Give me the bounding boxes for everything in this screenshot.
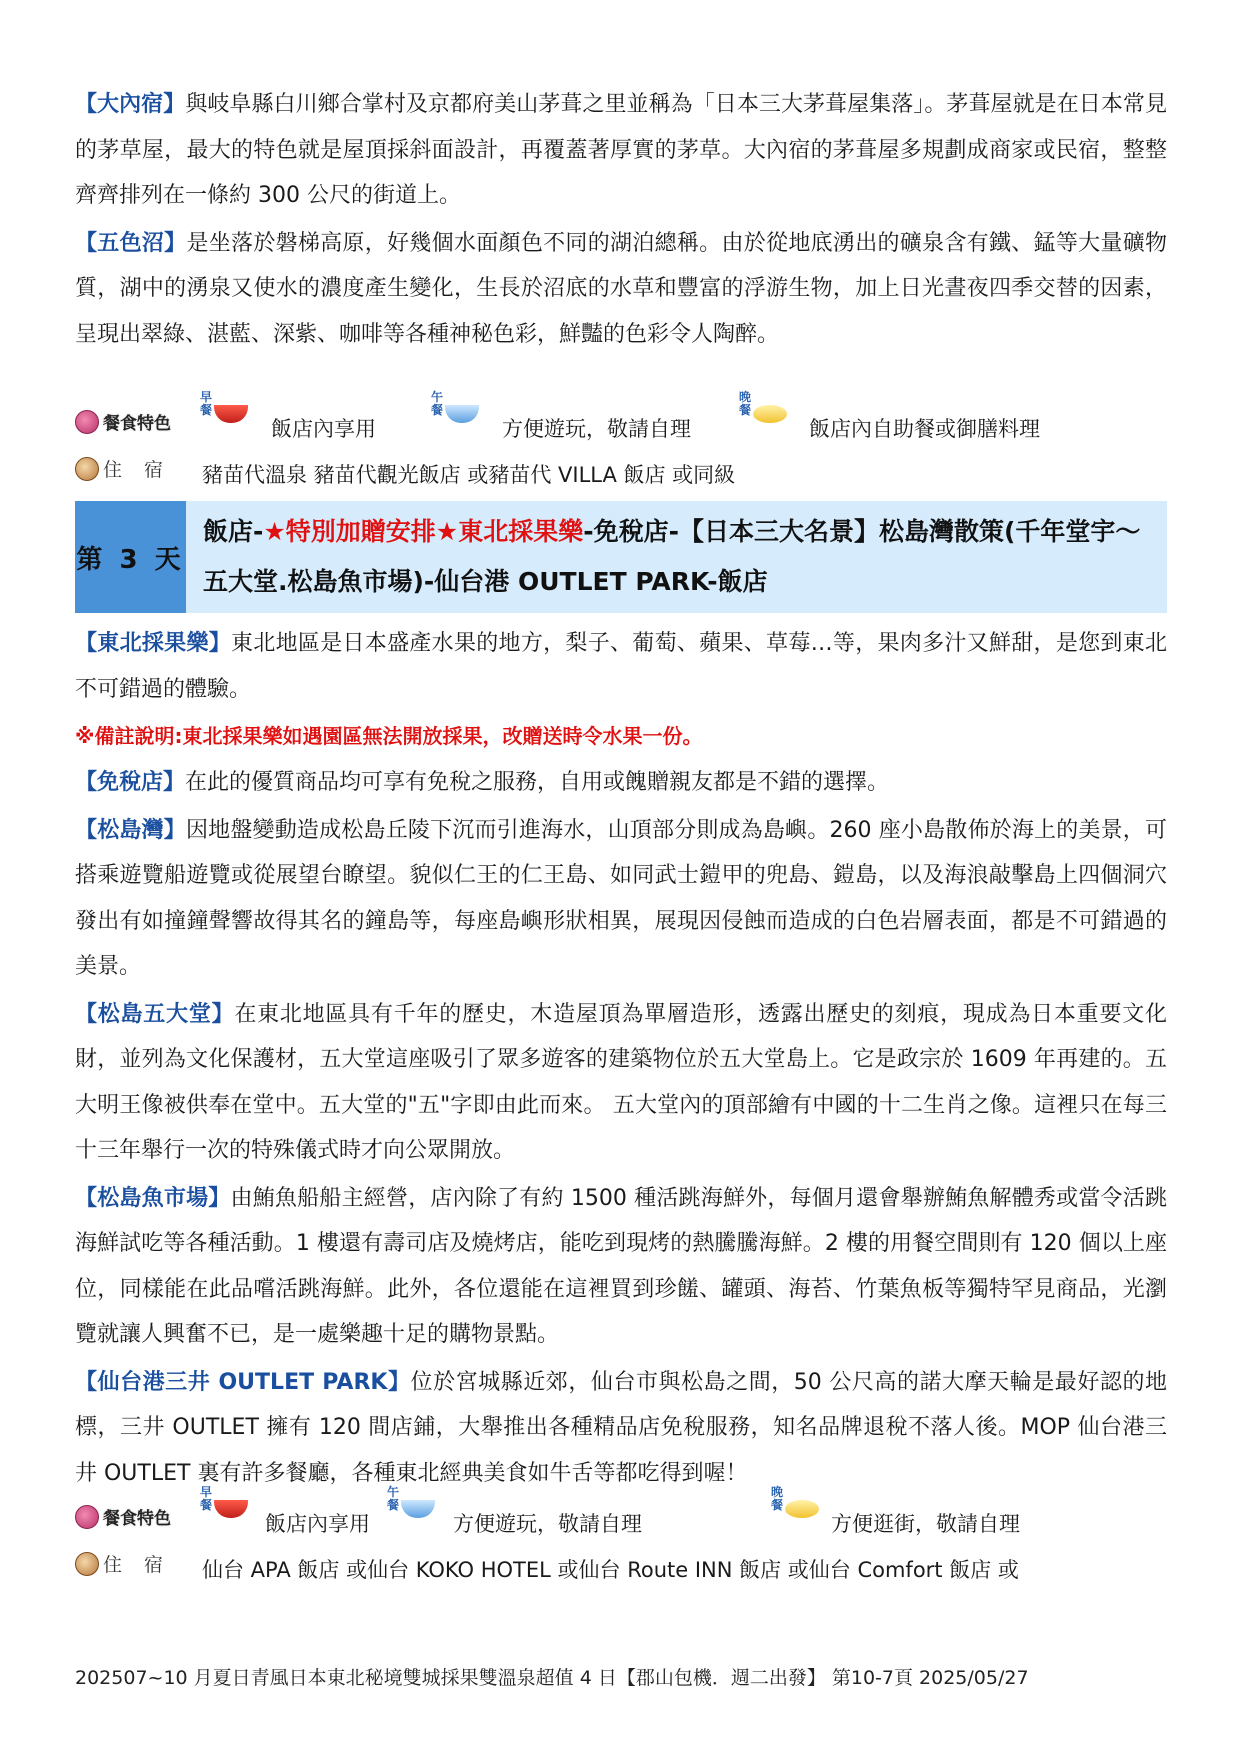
- dinner-icon: 晚餐: [771, 1486, 823, 1526]
- paragraph-keyword: 【免稅店】: [75, 770, 186, 795]
- paragraph-matsushima-bay: [75, 808, 1167, 990]
- day-header: [75, 501, 1167, 613]
- itinerary-content: [75, 82, 1167, 1592]
- paragraph-godaido: [75, 992, 1167, 1174]
- stay-row: [75, 1546, 1167, 1592]
- page-footer: 202507~10 月夏日青風日本東北秘境雙城採果雙溫泉超值 4 日【郡山包機．週二出發】 第10-7頁 2025/05/27: [75, 1667, 1029, 1689]
- dinner-text: 方便逛街，敬請自理: [831, 1512, 1020, 1536]
- paragraph-text: 位於宮城縣近郊，仙台市與松島之間，50 公尺高的諾大摩天輪是最好認的地標，三井 OUTLET 擁有 120 間店鋪，大舉推出各種精品店免稅服務，知名品牌退稅不落人後。MOP 仙台港三井 OUTLET 裏有許多餐廳，各種東北經典美食如牛舌等都吃得到喔！: [75, 1369, 1167, 1486]
- day-title: 飯店-★特別加贈安排★東北採果樂-免稅店-【日本三大名景】松島灣散策(千年堂宇～五大堂.松島魚市場)-仙台港 OUTLET PARK-飯店: [203, 517, 1141, 596]
- meals-badge: [75, 1504, 171, 1529]
- paragraph-keyword: 【松島魚市場】: [75, 1185, 231, 1211]
- meals-badge-label: 餐食特色: [103, 1509, 171, 1529]
- bed-icon: [75, 457, 99, 481]
- meal-badge-icon: [75, 410, 99, 434]
- breakfast-icon: 早餐: [200, 391, 252, 431]
- remark-note: ※備註說明:東北採果樂如遇園區無法開放採果，改贈送時令水果一份。: [75, 724, 703, 748]
- paragraph-keyword: 【松島五大堂】: [75, 1001, 235, 1027]
- paragraph-text: 東北地區是日本盛產水果的地方，梨子、葡萄、蘋果、草莓…等，果肉多汁又鮮甜，是您到東北不可錯過的體驗。: [75, 631, 1167, 702]
- paragraph-keyword: 【仙台港三井 OUTLET PARK】: [75, 1369, 411, 1395]
- bed-icon: [75, 1552, 99, 1576]
- lunch-icon: 午餐: [431, 391, 483, 431]
- stay-badge: [75, 1550, 185, 1577]
- meals-badge-label: 餐食特色: [103, 414, 171, 434]
- paragraph-ouchijuku: [75, 82, 1167, 219]
- dinner-text: 飯店內自助餐或御膳料理: [809, 417, 1040, 441]
- stay-text: 豬苗代溫泉 豬苗代觀光飯店 或豬苗代 VILLA 飯店 或同級: [202, 463, 736, 487]
- meals-row: [75, 390, 1167, 451]
- paragraph-text: 與岐阜縣白川鄉合掌村及京都府美山茅葺之里並稱為「日本三大茅葺屋集落」。茅葺屋就是在日本常見的茅草屋，最大的特色就是屋頂採斜面設計，再覆蓋著厚實的茅草。大內宿的茅葺屋多規劃成商家或民宿，整整齊齊排列在一條約 300 公尺的街道上。: [75, 92, 1167, 208]
- paragraph-text: 在此的優質商品均可享有免稅之服務，自用或餽贈親友都是不錯的選擇。: [185, 770, 890, 795]
- paragraph-keyword: 【大內宿】: [75, 92, 186, 117]
- day-label: 第 3 天: [75, 501, 186, 613]
- dinner-icon: 晚餐: [739, 391, 791, 431]
- paragraph-fruit-picking: [75, 621, 1167, 712]
- paragraph-keyword: 【東北採果樂】: [75, 631, 232, 656]
- meals-badge: [75, 409, 171, 434]
- day-title-highlight: ★特別加贈安排★東北採果樂: [263, 517, 584, 546]
- paragraph-text: 在東北地區具有千年的歷史，木造屋頂為單層造形，透露出歷史的刻痕，現成為日本重要文化財，並列為文化保護材，五大堂這座吸引了眾多遊客的建築物位於五大堂島上。它是政宗於 1609 年再建的。五大明王像被供奉在堂中。五大堂的"五"字即由此而來。 五大堂內的頂部繪有中國的十二生肖之像。這裡只在每三十三年舉行一次的特殊儀式時才向公眾開放。: [75, 1001, 1167, 1163]
- lunch-text: 方便遊玩，敬請自理: [502, 417, 691, 441]
- stay-badge-label: 住宿: [103, 1554, 186, 1576]
- paragraph-outlet-park: [75, 1360, 1167, 1497]
- breakfast-text: 飯店內享用: [265, 1512, 370, 1536]
- meals-row: [75, 1485, 1167, 1546]
- stay-text: 仙台 APA 飯店 或仙台 KOKO HOTEL 或仙台 Route INN 飯店 或仙台 Comfort 飯店 或: [202, 1558, 1019, 1582]
- paragraph-duty-free: [75, 760, 1167, 806]
- paragraph-keyword: 【松島灣】: [75, 817, 186, 843]
- stay-badge: [75, 455, 185, 482]
- lunch-text: 方便遊玩，敬請自理: [453, 1512, 642, 1536]
- paragraph-text: 因地盤變動造成松島丘陵下沉而引進海水，山頂部分則成為島嶼。260 座小島散佈於海上的美景，可搭乘遊覽船遊覽或從展望台瞭望。貌似仁王的仁王島、如同武士鎧甲的兜島、鎧島，以及海浪敲擊島上四個洞穴發出有如撞鐘聲響故得其名的鐘島等，每座島嶼形狀相異，展現因侵蝕而造成的白色岩層表面，都是不可錯過的美景。: [75, 817, 1167, 979]
- meal-badge-icon: [75, 1505, 99, 1529]
- paragraph-fish-market: [75, 1176, 1167, 1358]
- lunch-icon: 午餐: [387, 1486, 439, 1526]
- paragraph-goshikinuma: [75, 221, 1167, 358]
- breakfast-icon: 早餐: [200, 1486, 252, 1526]
- paragraph-text: 是坐落於磐梯高原，好幾個水面顏色不同的湖泊總稱。由於從地底湧出的礦泉含有鐵、錳等大量礦物質，湖中的湧泉又使水的濃度產生變化，生長於沼底的水草和豐富的浮游生物，加上日光晝夜四季交替的因素，呈現出翠綠、湛藍、深紫、咖啡等各種神秘色彩，鮮豔的色彩令人陶醉。: [75, 230, 1167, 347]
- breakfast-text: 飯店內享用: [271, 417, 376, 441]
- stay-badge-label: 住宿: [103, 459, 186, 481]
- paragraph-text: 由鮪魚船船主經營，店內除了有約 1500 種活跳海鮮外，每個月還會舉辦鮪魚解體秀或當令活跳海鮮試吃等各種活動。1 樓還有壽司店及燒烤店，能吃到現烤的熱騰騰海鮮。2 樓的用餐空間則有 120 個以上座位，同樣能在此品嚐活跳海鮮。此外，各位還能在這裡買到珍饈、罐頭、海苔、竹葉魚板等獨特罕見商品，光瀏覽就讓人興奮不已，是一處樂趣十足的購物景點。: [75, 1185, 1167, 1347]
- paragraph-keyword: 【五色沼】: [75, 230, 187, 256]
- stay-row: [75, 451, 1167, 497]
